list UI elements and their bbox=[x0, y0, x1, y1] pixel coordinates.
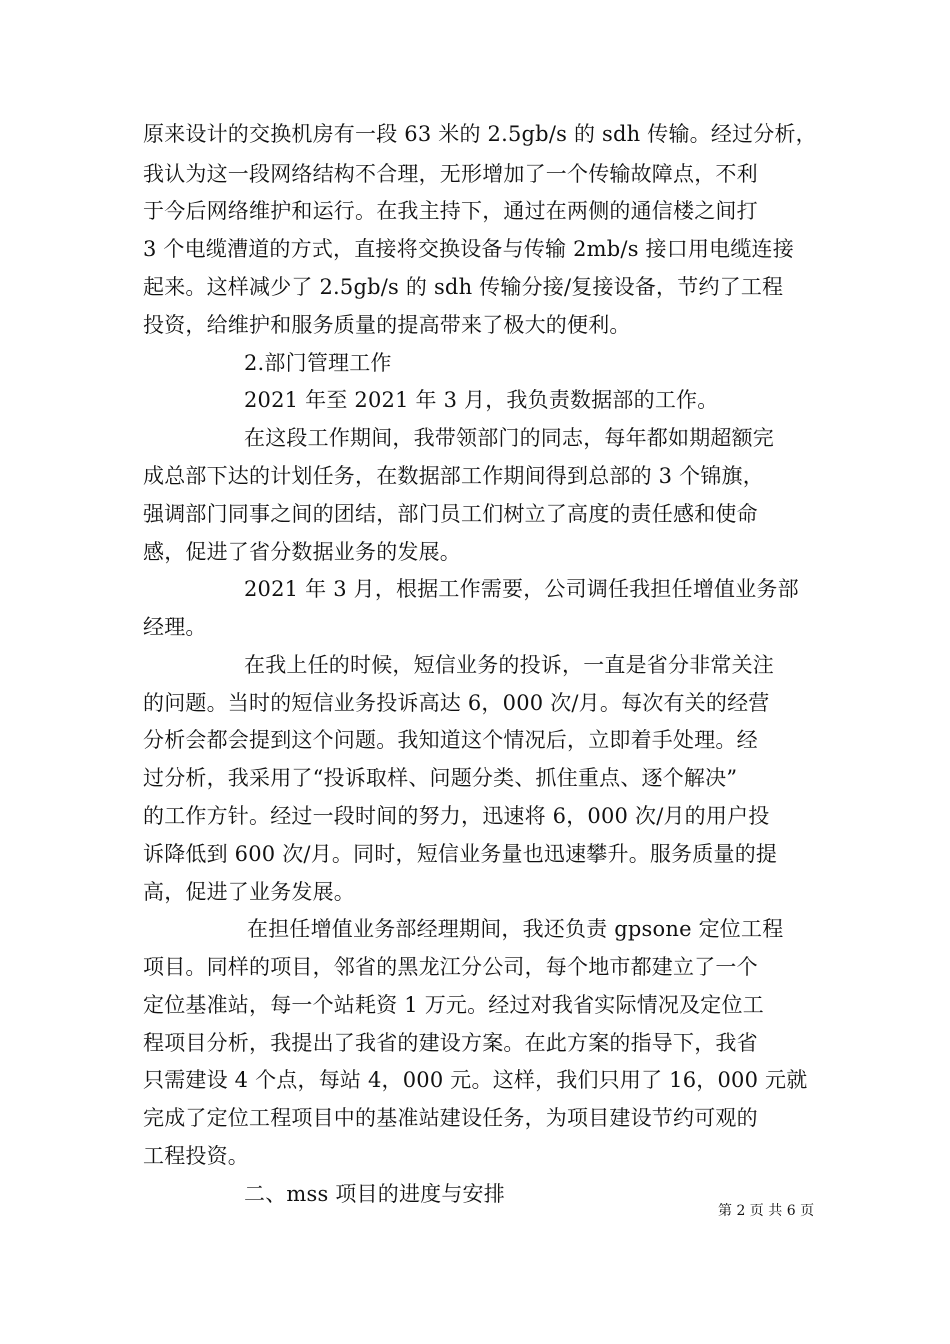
text-line: 投资，给维护和服务质量的提高带来了极大的便利。 bbox=[143, 313, 631, 337]
text-line: 2021 年至 2021 年 3 月，我负责数据部的工作。 bbox=[244, 388, 719, 412]
text-line: 经理。 bbox=[143, 615, 207, 639]
text-line: 在担任增值业务部经理期间，我还负责 gpsone 定位工程 bbox=[247, 917, 784, 941]
text-line: 的工作方针。经过一段时间的努力，迅速将 6，000 次/月的用户投 bbox=[143, 804, 770, 828]
text-line: 过分析，我采用了“投诉取样、问题分类、抓住重点、逐个解决” bbox=[143, 766, 738, 790]
text-line: 的问题。当时的短信业务投诉高达 6，000 次/月。每次有关的经营 bbox=[143, 691, 770, 715]
text-line: 2021 年 3 月，根据工作需要，公司调任我担任增值业务部 bbox=[244, 577, 799, 601]
text-line: 我认为这一段网络结构不合理，无形增加了一个传输故障点，不利 bbox=[143, 162, 758, 186]
text-line: 感，促进了省分数据业务的发展。 bbox=[143, 540, 461, 564]
text-line: 强调部门同事之间的团结，部门员工们树立了高度的责任感和使命 bbox=[143, 502, 758, 526]
text-line: 3 个电缆漕道的方式，直接将交换设备与传输 2mb/s 接口用电缆连接 bbox=[143, 237, 794, 261]
text-line: 只需建设 4 个点，每站 4，000 元。这样，我们只用了 16，000 元就 bbox=[143, 1068, 808, 1092]
text-line: 于今后网络维护和运行。在我主持下，通过在两侧的通信楼之间打 bbox=[143, 199, 758, 223]
text-line: 在这段工作期间，我带领部门的同志，每年都如期超额完 bbox=[244, 426, 774, 450]
text-line: 原来设计的交换机房有一段 63 米的 2.5gb/s 的 sdh 传输。经过分析， bbox=[143, 122, 817, 146]
page-number: 第 2 页 共 6 页 bbox=[718, 1203, 815, 1219]
text-line: 完成了定位工程项目中的基准站建设任务，为项目建设节约可观的 bbox=[143, 1106, 758, 1130]
section-heading: 二、mss 项目的进度与安排 bbox=[244, 1182, 505, 1206]
text-line: 分析会都会提到这个问题。我知道这个情况后，立即着手处理。经 bbox=[143, 728, 758, 752]
text-line: 高，促进了业务发展。 bbox=[143, 880, 355, 904]
text-line: 程项目分析，我提出了我省的建设方案。在此方案的指导下，我省 bbox=[143, 1031, 758, 1055]
text-line: 项目。同样的项目，邻省的黑龙江分公司，每个地市都建立了一个 bbox=[143, 955, 758, 979]
text-line: 定位基准站，每一个站耗资 1 万元。经过对我省实际情况及定位工 bbox=[143, 993, 764, 1017]
text-line: 起来。这样减少了 2.5gb/s 的 sdh 传输分接/复接设备，节约了工程 bbox=[143, 275, 784, 299]
text-line: 工程投资。 bbox=[143, 1144, 249, 1168]
text-line: 在我上任的时候，短信业务的投诉，一直是省分非常关注 bbox=[244, 653, 774, 677]
text-line: 诉降低到 600 次/月。同时，短信业务量也迅速攀升。服务质量的提 bbox=[143, 842, 778, 866]
text-line: 成总部下达的计划任务，在数据部工作期间得到总部的 3 个锦旗， bbox=[143, 464, 764, 488]
section-heading: 2.部门管理工作 bbox=[244, 351, 392, 375]
